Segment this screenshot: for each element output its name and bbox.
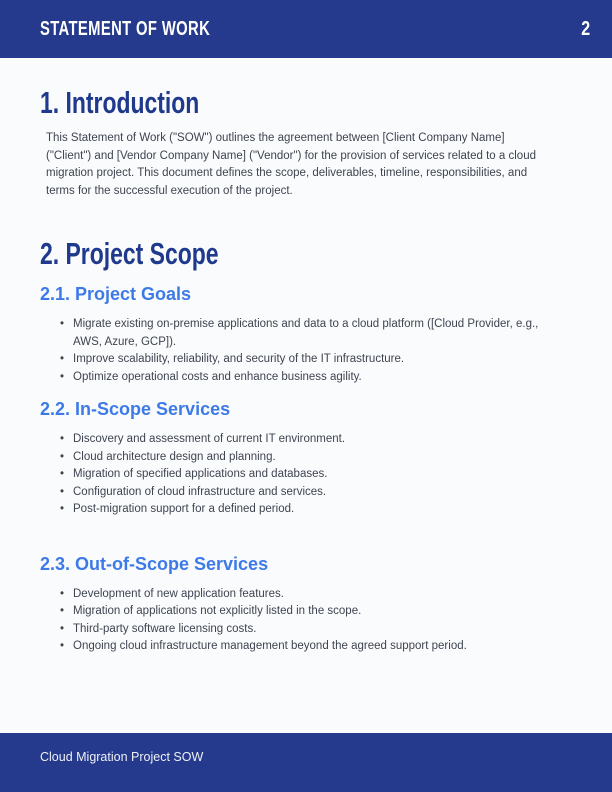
- list-item: • Migration of specified applications and databases.: [73, 466, 555, 484]
- introduction-paragraph: This Statement of Work ("SOW") outlines the agreement between [Client Company Name] ("Client") and [Vendor Company Name] ("Vendor") for the provision of services related to a cloud migration project. This document defines the scope, deliverables, timeline, responsibilities, and terms for the successful execution of the project.: [46, 132, 536, 197]
- list-item: • Third-party software licensing costs.: [73, 621, 555, 639]
- list-item: • Configuration of cloud infrastructure and services.: [73, 484, 555, 502]
- subsection-heading-project-goals: 2.1. Project Goals: [40, 284, 192, 304]
- section-heading-project-scope: 2. Project Scope: [40, 236, 219, 271]
- list-item: • Improve scalability, reliability, and security of the IT infrastructure.: [73, 351, 555, 369]
- project-goals-list: [46, 316, 555, 386]
- subsection-heading-out-of-scope-services: 2.3. Out-of-Scope Services: [40, 553, 269, 574]
- list-item: • Cloud architecture design and planning.: [73, 449, 555, 467]
- list-item: • Post-migration support for a defined period.: [73, 501, 555, 519]
- list-item: • Development of new application features.: [73, 586, 555, 604]
- page-number: 2: [581, 17, 590, 40]
- page-footer-bar: [0, 733, 612, 792]
- section-heading-introduction: 1. Introduction: [40, 85, 200, 120]
- list-item: • Optimize operational costs and enhance business agility.: [73, 369, 555, 387]
- list-item: • Discovery and assessment of current IT environment.: [73, 431, 555, 449]
- footer-text: Cloud Migration Project SOW: [40, 750, 204, 764]
- page-header-bar: [0, 0, 612, 58]
- list-item: • Ongoing cloud infrastructure management beyond the agreed support period.: [73, 638, 555, 656]
- subsection-heading-in-scope-services: 2.2. In-Scope Services: [40, 399, 231, 419]
- in-scope-services-list: [46, 431, 555, 519]
- header-title: STATEMENT OF WORK: [40, 17, 211, 40]
- out-of-scope-services-list: [46, 586, 555, 656]
- list-item: • Migration of applications not explicitly listed in the scope.: [73, 603, 555, 621]
- list-item: • Migrate existing on-premise applications and data to a cloud platform ([Cloud Provider, e.g., AWS, Azure, GCP]).: [73, 316, 555, 351]
- page-body: [0, 58, 612, 656]
